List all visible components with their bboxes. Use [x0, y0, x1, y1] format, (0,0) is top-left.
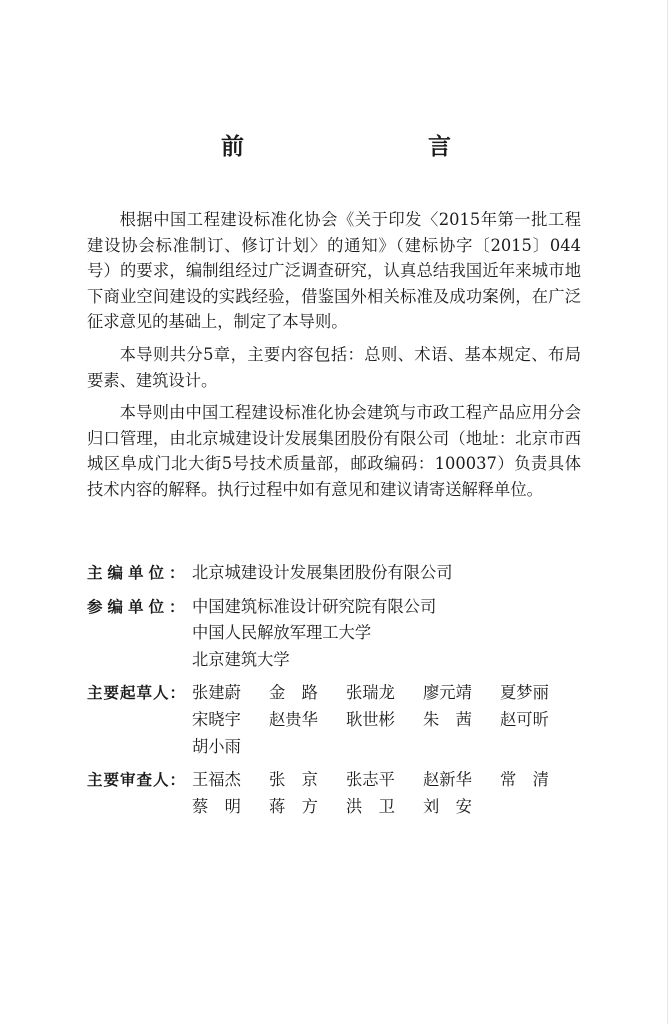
- person-name: 胡小雨: [192, 736, 241, 756]
- person-name: 耿世彬: [346, 709, 395, 729]
- person-name: 洪 卫: [346, 796, 395, 816]
- person-name: 蔡 明: [192, 796, 241, 816]
- person-name: 金 路: [269, 683, 318, 703]
- drafters-label: 主要起草人：: [87, 684, 187, 703]
- chief-editor-row: [87, 560, 587, 587]
- paragraph-3: 本导则由中国工程建设标准化协会建筑与市政工程产品应用分会归口管理，由北京城建设计发展集团股份有限公司（地址：北京市西城区阜成门北大街5号技术质量部，邮政编码：100037）负责具体技术内容的解释。执行过程中如有意见和建议请寄送解释单位。: [87, 403, 581, 499]
- person-name: 廖元靖: [423, 683, 472, 703]
- person-name: 王福杰: [192, 770, 241, 790]
- preface-body: [87, 207, 581, 510]
- credits-section: [87, 560, 587, 820]
- page-edge-line: [667, 0, 668, 1024]
- participant-orgs: [192, 594, 587, 674]
- person-name: 张建蔚: [192, 683, 241, 703]
- org-name: 中国人民解放军理工大学: [192, 623, 372, 643]
- person-name: 蒋 方: [269, 796, 318, 816]
- reviewers-row: [87, 767, 587, 820]
- chief-editor-label: 主编单位：: [87, 564, 190, 582]
- person-name: 张瑞龙: [346, 683, 395, 703]
- reviewers-label: 主要审查人：: [87, 771, 187, 790]
- paragraph-2: 本导则共分5章，主要内容包括：总则、术语、基本规定、布局要素、建筑设计。: [87, 344, 581, 390]
- participants-label: 参编单位：: [87, 597, 190, 616]
- org-name: 北京建筑大学: [192, 649, 290, 669]
- person-name: 赵新华: [423, 770, 472, 790]
- person-name: 朱 茜: [423, 709, 472, 729]
- person-name: 赵可昕: [500, 709, 549, 729]
- person-name: 张 京: [269, 770, 318, 790]
- person-name: 常 清: [500, 770, 549, 790]
- chief-editor-orgs: [192, 560, 587, 587]
- person-name: 夏梦丽: [500, 683, 549, 703]
- person-name: 赵贵华: [269, 709, 318, 729]
- paragraph-1: 根据中国工程建设标准化协会《关于印发〈2015年第一批工程建设协会标准制订、修订计划〉的通知》（建标协字〔2015〕044号）的要求，编制组经过广泛调查研究，认真总结我国近年来城市地下商业空间建设的实践经验，借鉴国外相关标准及成功案例，在广泛征求意见的基础上，制定了本导则。: [87, 210, 581, 332]
- reviewer-names: [192, 767, 587, 820]
- page-title: 前 言: [221, 134, 497, 160]
- org-name: 中国建筑标准设计研究院有限公司: [192, 596, 437, 616]
- drafter-names: [192, 680, 587, 760]
- person-name: 张志平: [346, 770, 395, 790]
- org-name: 北京城建设计发展集团股份有限公司: [192, 563, 453, 582]
- person-name: 宋晓宇: [192, 709, 241, 729]
- drafters-row: [87, 680, 587, 760]
- person-name: 刘 安: [423, 796, 472, 816]
- participants-row: [87, 594, 587, 674]
